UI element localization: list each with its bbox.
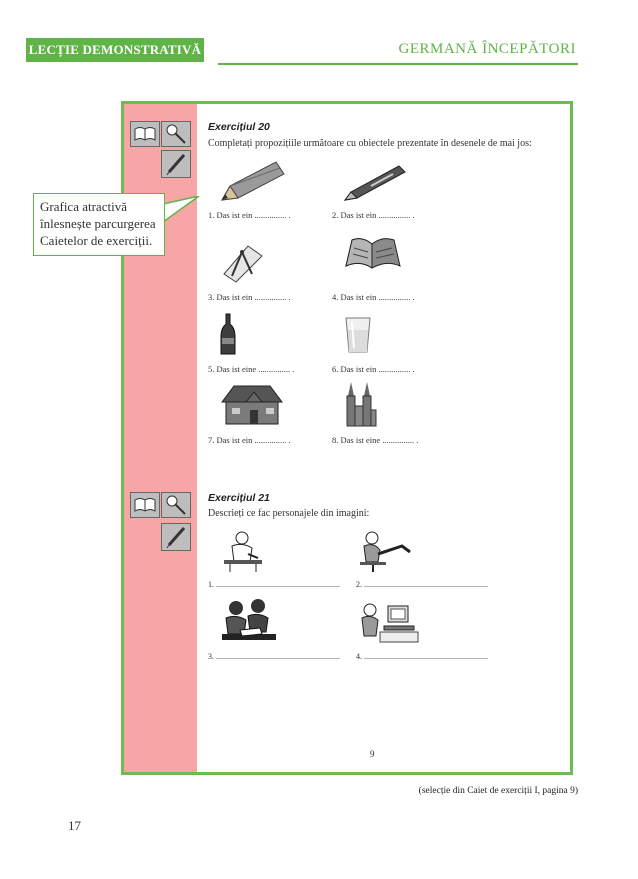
book-icon <box>130 121 160 147</box>
person-relaxing-icon <box>358 528 414 572</box>
exercise-20-item: 5. Das ist eine ............... . <box>208 364 295 374</box>
exercise-21-item: 1. .............................................................. <box>208 580 340 589</box>
open-book-icon <box>342 234 402 274</box>
exercise-21-item: 3. .............................................................. <box>208 652 340 661</box>
exercise-21-item: 2. .............................................................. <box>356 580 488 589</box>
header-rule <box>218 63 578 65</box>
pen-icon <box>341 162 409 204</box>
pen-writing-icon <box>161 150 191 178</box>
glass-icon <box>344 316 372 354</box>
exercise-21-instruction: Descrieți ce fac personajele din imagini: <box>208 508 370 519</box>
exercise-20-item: 7. Das ist ein ............... . <box>208 435 291 445</box>
lesson-type-label: LECȚIE DEMONSTRATIVĂ <box>26 38 204 62</box>
people-studying-icon <box>220 598 278 644</box>
person-writing-icon <box>220 530 266 574</box>
person-at-computer-icon <box>358 598 420 644</box>
callout-note: Grafica atractivă înlesnește parcurgerea Caietelor de exerciții. <box>33 193 165 256</box>
workbook-page-number: 9 <box>370 749 375 759</box>
drawing-compass-icon <box>222 244 264 284</box>
exercise-20-item: 8. Das ist eine ............... . <box>332 435 419 445</box>
exercise-20-item: 2. Das ist ein ............... . <box>332 210 415 220</box>
house-icon <box>220 384 284 426</box>
exercise-20-item: 3. Das ist ein ............... . <box>208 292 291 302</box>
exercise-20-item: 6. Das ist ein ............... . <box>332 364 415 374</box>
exercise-20-instruction: Completați propozițiile următoare cu obiectele prezentate în desenele de mai jos: <box>208 138 532 149</box>
exercise-21-title: Exercițiul 21 <box>208 492 270 504</box>
microphone-icon <box>161 492 191 518</box>
exercise-20-item: 1. Das ist ein ............... . <box>208 210 291 220</box>
pen-writing-icon <box>161 523 191 551</box>
exercise-20-item: 4. Das ist ein ............... . <box>332 292 415 302</box>
exercise-21-item: 4. .............................................................. <box>356 652 488 661</box>
exercise-20-title: Exercițiul 20 <box>208 121 270 133</box>
microphone-icon <box>161 121 191 147</box>
bottle-icon <box>218 312 238 356</box>
callout-pointer <box>163 196 201 226</box>
pencil-icon <box>216 160 288 204</box>
course-title: GERMANĂ ÎNCEPĂTORI <box>398 41 576 57</box>
source-note: (selecție din Caiet de exerciții I, pagina 9) <box>418 786 578 796</box>
book-icon <box>130 492 160 518</box>
cathedral-icon <box>343 380 377 428</box>
footer-page-number: 17 <box>68 818 81 833</box>
